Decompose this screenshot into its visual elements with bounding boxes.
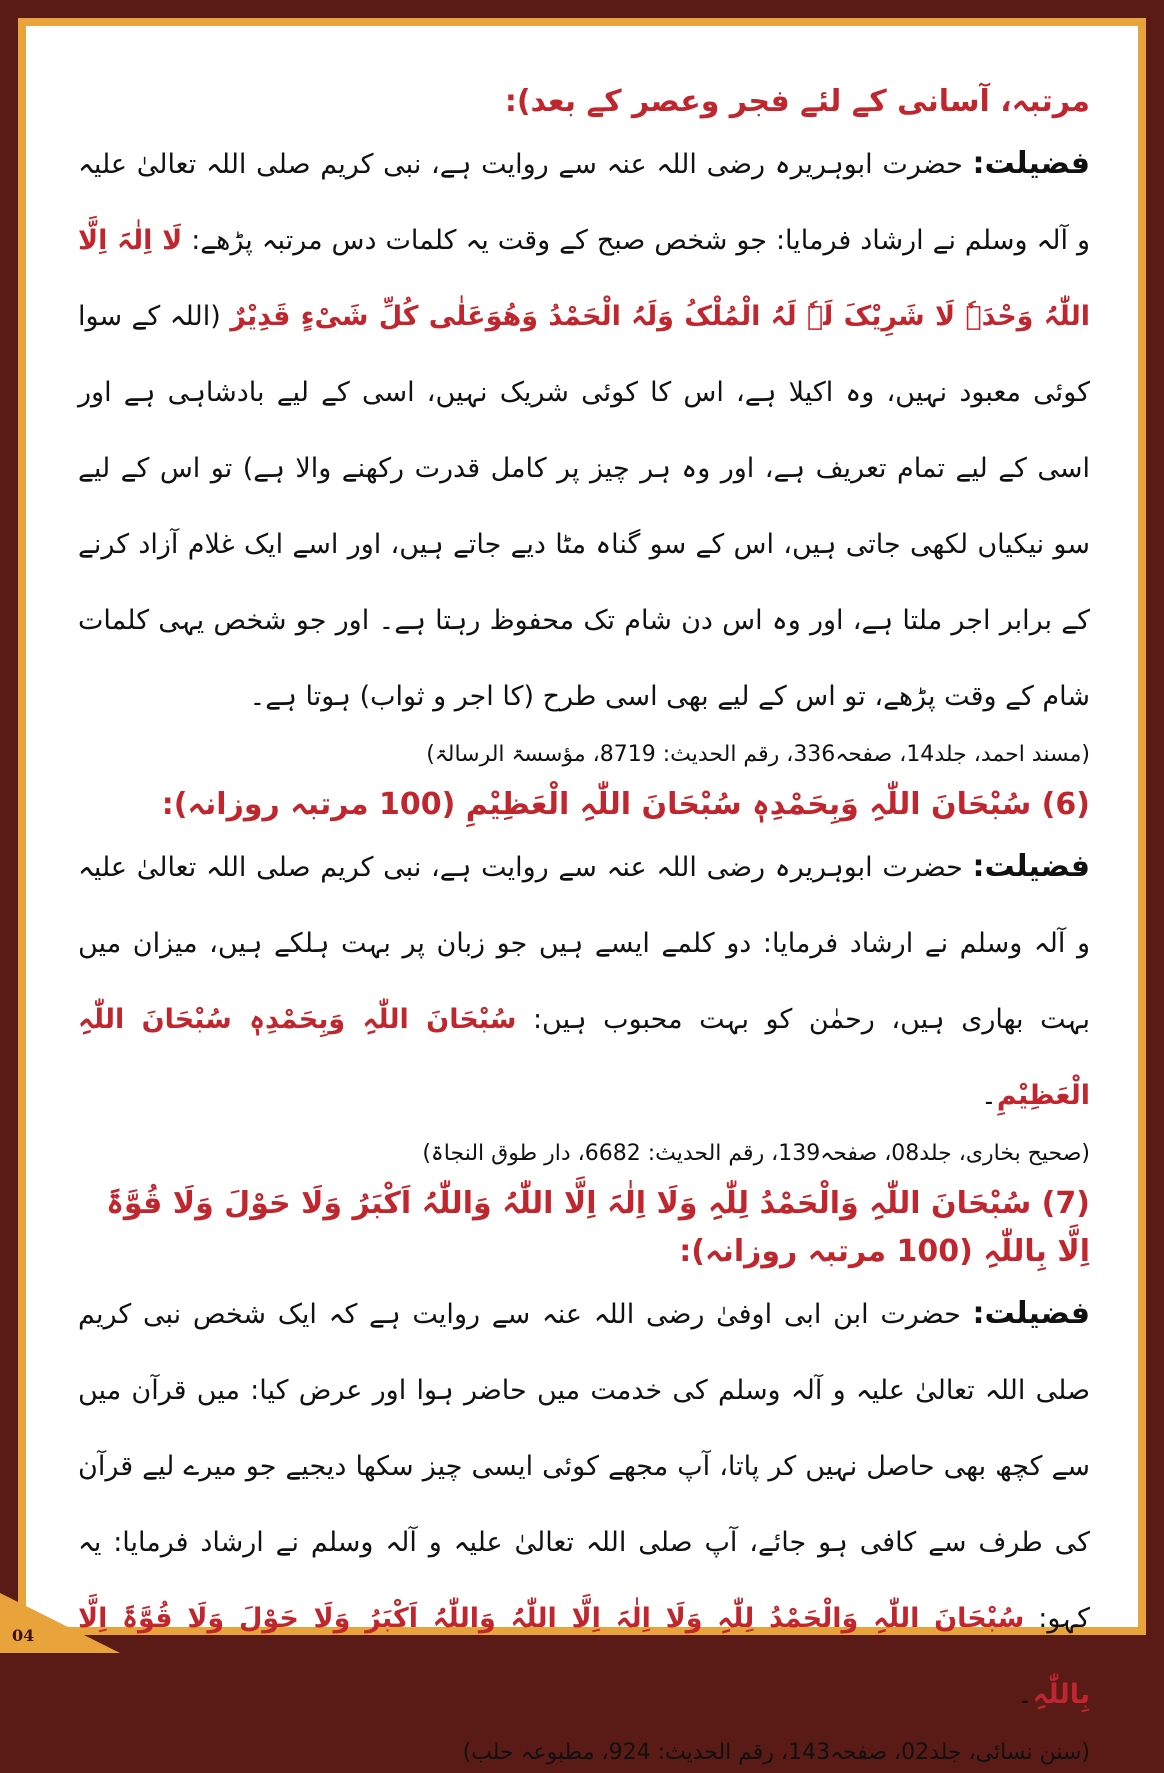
paragraph-text: حضرت ابوہریرہ رضی اللہ عنہ سے روایت ہے، نبی کریم صلی اللہ تعالیٰ علیہ و آلہ وسلم نے ارشاد فرمایا: دو کلمے ایسے ہیں جو زبان پر بہت ہلکے ہیں، میزان میں بہت بھاری ہیں، رحمٰن کو بہت محبوب ہیں:: [78, 852, 1090, 1035]
section-3: [78, 1180, 1090, 1773]
arabic-text: لَا اِلٰہَ اِلَّا اللّٰہُ وَحْدَہٗ لَا شَرِیْکَ لَہٗ لَہُ الْمُلْکُ وَلَہُ الْحَمْدُ وَھُوَعَلٰی کُلِّ شَیْءٍ قَدِیْرٌ: [78, 225, 1090, 332]
paragraph-text: (اللہ کے سوا کوئی معبود نہیں، وہ اکیلا ہے، اس کا کوئی شریک نہیں، اسی کے لیے بادشاہی ہے اور اسی کے لیے تمام تعریف ہے، اور وہ ہر چیز پر کامل قدرت رکھنے والا ہے) تو اس کے لیے سو نیکیاں لکھی جاتی ہیں، اس کے سو گناہ مٹا دیے جاتے ہیں، اور اسے ایک غلام آزاد کرنے کے برابر اجر ملتا ہے، اور وہ اس دن شام تک محفوظ رہتا ہے۔ اور جو شخص یہی کلمات شام کے وقت پڑھے، تو اس کے لیے بھی اسی طرح (کا اجر و ثواب) ہوتا ہے۔: [78, 301, 1090, 712]
arabic-text: سُبْحَانَ اللّٰہِ وَالْحَمْدُ لِلّٰہِ وَلَا اِلٰہَ اِلَّا اللّٰہُ وَاللّٰہُ اَکْبَرُ وَلَا حَوْلَ وَلَا قُوَّۃَ اِلَّا بِاللّٰہِ: [78, 1603, 1090, 1710]
fazilat-label: فضیلت:: [972, 146, 1090, 181]
paragraph-text: ۔: [1016, 1679, 1033, 1710]
page: [26, 26, 1138, 1765]
reference: (سنن نسائی، جلد02، صفحہ143، رقم الحدیث: 924، مطبوعہ حلب): [462, 1740, 1090, 1765]
arabic-text: سُبْحَانَ اللّٰہِ وَبِحَمْدِہٖ سُبْحَانَ اللّٰہِ الْعَظِیْمِ: [78, 1004, 1090, 1111]
section-heading: (7) سُبْحَانَ اللّٰہِ وَالْحَمْدُ لِلّٰہِ وَلَا اِلٰہَ اِلَّا اللّٰہُ وَاللّٰہُ اَکْبَرُ وَلَا حَوْلَ وَلَا قُوَّۃَ اِلَّا بِاللّٰہِ (100 مرتبہ روزانہ):: [106, 1186, 1090, 1269]
fazilat-label: فضیلت:: [972, 849, 1090, 884]
paragraph-text: حضرت ابوہریرہ رضی اللہ عنہ سے روایت ہے، نبی کریم صلی اللہ تعالیٰ علیہ و آلہ وسلم نے ارشاد فرمایا: جو شخص صبح کے وقت یہ کلمات دس مرتبہ پڑھے:: [78, 149, 1090, 256]
section-1: [78, 78, 1090, 775]
reference: (مسند احمد، جلد14، صفحہ336، رقم الحدیث: 8719، مؤسسۃ الرسالۃ): [426, 742, 1090, 767]
section-2: [78, 781, 1090, 1174]
section-paragraph: [78, 126, 1090, 735]
reference: (صحیح بخاری، جلد08، صفحہ139، رقم الحدیث: 6682، دار طوق النجاۃ): [422, 1141, 1090, 1166]
page-number: 04: [12, 1626, 35, 1645]
section-heading: (6) سُبْحَانَ اللّٰہِ وَبِحَمْدِہٖ سُبْحَانَ اللّٰہِ الْعَظِیْمِ (100 مرتبہ روزانہ):: [161, 787, 1090, 822]
section-paragraph: [78, 829, 1090, 1134]
document-body: [78, 78, 1090, 1765]
paragraph-text: ۔: [981, 1080, 997, 1111]
paragraph-text: حضرت ابن ابی اوفیٰ رضی اللہ عنہ سے روایت ہے کہ ایک شخص نبی کریم صلی اللہ تعالیٰ علیہ و آلہ وسلم کی خدمت میں حاضر ہوا اور عرض کیا: میں قرآن میں سے کچھ بھی حاصل نہیں کر پاتا، آپ مجھے کوئی ایسی چیز سکھا دیجیے جو میرے لیے قرآن کی طرف سے کافی ہو جائے، آپ صلی اللہ تعالیٰ علیہ و آلہ وسلم نے ارشاد فرمایا: یہ کہو:: [78, 1299, 1090, 1634]
section-paragraph: [78, 1276, 1090, 1733]
section-heading: مرتبہ، آسانی کے لئے فجر وعصر کے بعد):: [504, 84, 1090, 119]
fazilat-label: فضیلت:: [972, 1296, 1090, 1331]
